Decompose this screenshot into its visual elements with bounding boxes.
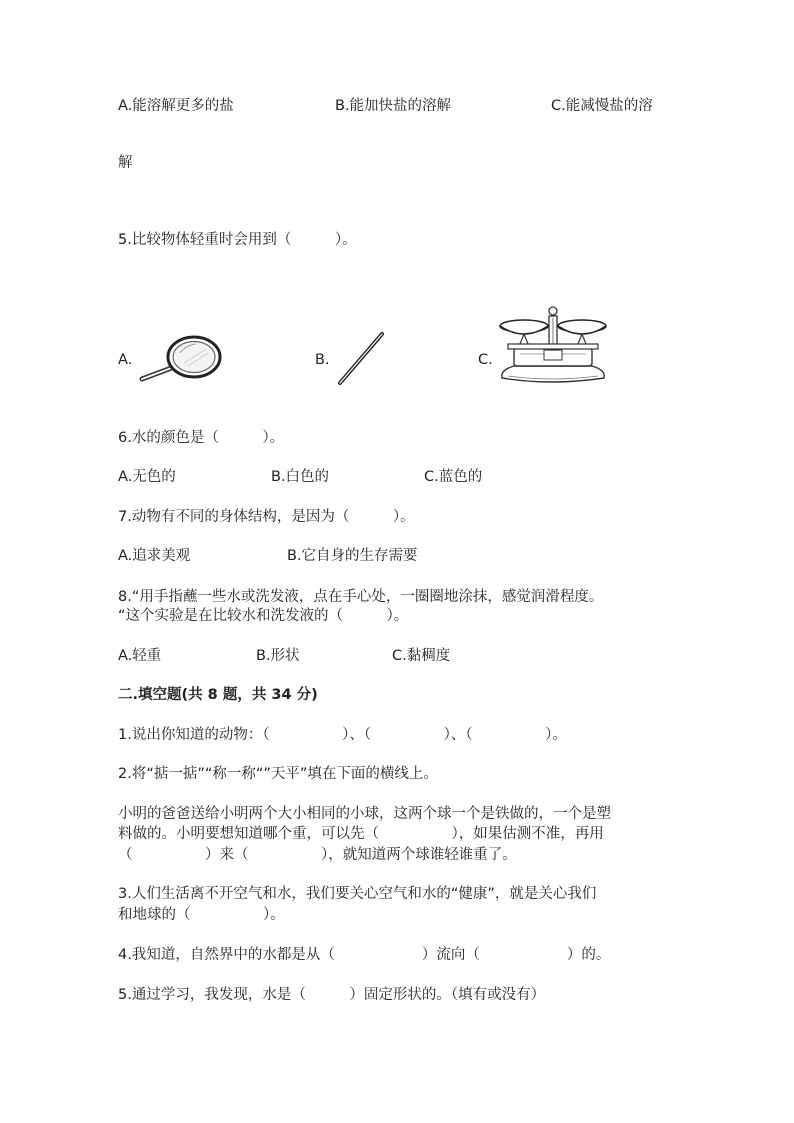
stick-icon [334, 330, 390, 388]
q5-question: 5.比较物体轻重时会用到（ ）。 [118, 232, 357, 248]
q8-option-c: C.黏稠度 [392, 648, 451, 664]
q8-option-b: B.形状 [256, 648, 300, 664]
q7-option-a: A.追求美观 [118, 548, 191, 564]
fill-q2: 2.将“掂一掂”“称一称“”天平”填在下面的横线上。 [118, 766, 438, 782]
q8-question-line1: 8.“用手指蘸一些水或洗发液，点在手心处，一圈圈地涂抹，感觉润滑程度。 [118, 589, 604, 605]
q4-option-b: B.能加快盐的溶解 [335, 98, 452, 114]
fill-q3-line1: 3.人们生活离不开空气和水，我们要关心空气和水的“健康”，就是关心我们 [118, 886, 597, 902]
q6-option-c: C.蓝色的 [424, 469, 483, 485]
q7-question: 7.动物有不同的身体结构，是因为（ ）。 [118, 509, 415, 525]
fill-q2-paragraph-line2: 料做的。小明要想知道哪个重，可以先（ ），如果估测不准，再用 [118, 826, 604, 842]
q7-option-b: B.它自身的生存需要 [287, 548, 418, 564]
q8-option-a: A.轻重 [118, 648, 162, 664]
q5-option-c: C. [478, 352, 493, 368]
magnifying-glass-icon [136, 333, 226, 387]
q4-option-a: A.能溶解更多的盐 [118, 98, 234, 114]
fill-q5: 5.通过学习，我发现，水是（ ）固定形状的。（填有或没有） [118, 987, 546, 1003]
q4-option-c-wrap: 解 [118, 155, 133, 171]
q6-option-a: A.无色的 [118, 469, 176, 485]
fill-q1: 1.说出你知道的动物：（ ）、（ ）、（ ）。 [118, 727, 567, 743]
fill-q2-paragraph-line1: 小明的爸爸送给小明两个大小相同的小球，这两个球一个是铁做的，一个是塑 [118, 806, 611, 822]
fill-q3-line2: 和地球的（ ）。 [118, 907, 285, 923]
q4-option-c: C.能减慢盐的溶 [551, 98, 653, 114]
q8-question-line2: “这个实验是在比较水和洗发液的（ ）。 [118, 608, 409, 624]
q6-question: 6.水的颜色是（ ）。 [118, 430, 285, 446]
balance-scale-icon [492, 304, 614, 386]
fill-q4: 4.我知道，自然界中的水都是从（ ）流向（ ）的。 [118, 947, 611, 963]
fill-q2-paragraph-line3: （ ）来（ ），就知道两个球谁轻谁重了。 [118, 847, 517, 863]
q6-option-b: B.白色的 [271, 469, 330, 485]
q5-option-a: A. [118, 352, 133, 368]
section-2-heading: 二.填空题(共 8 题，共 34 分) [118, 687, 318, 703]
q5-option-b: B. [315, 352, 330, 368]
